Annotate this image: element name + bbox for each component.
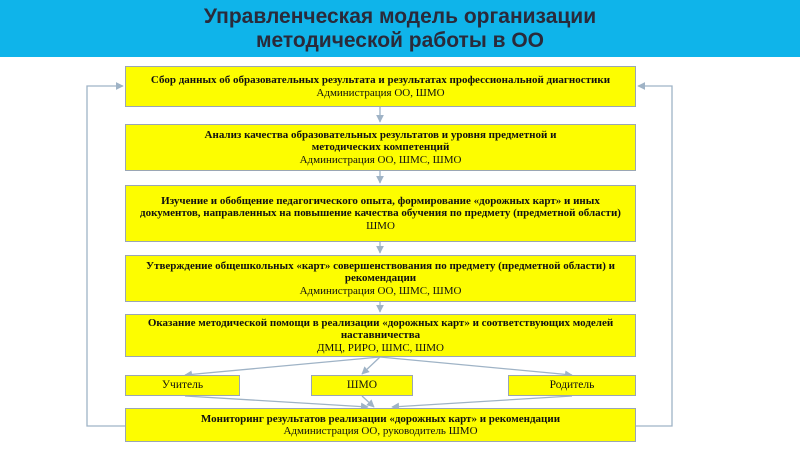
actor-shmo xyxy=(311,375,413,396)
step-responsible: Администрация ОО, ШМО xyxy=(316,86,445,99)
actor-label: ШМО xyxy=(346,379,378,392)
step-responsible: Администрация ОО, ШМС, ШМО xyxy=(299,284,462,297)
actor-teacher xyxy=(125,375,240,396)
step-responsible: Администрация ОО, руководитель ШМО xyxy=(283,425,478,437)
arrow-to-shmo xyxy=(362,357,380,374)
step-responsible: Администрация ОО, ШМС, ШМО xyxy=(299,153,462,166)
step-responsible: ШМО xyxy=(366,219,395,232)
step-methodical-help xyxy=(125,314,636,357)
step-title: Утверждение общешкольных «карт» совершенствования по предмету (предметной области) и рекомендации xyxy=(146,259,615,285)
title-line-2: методической работы в ОО xyxy=(255,28,545,52)
arrow-to-teacher xyxy=(185,357,380,375)
step-title: Сбор данных об образовательных результата и результатах профессиональной диагностики xyxy=(150,74,611,86)
arrow-teacher-monitoring xyxy=(185,396,368,407)
feedback-loop-left xyxy=(87,86,125,426)
step-title: Изучение и обобщение педагогического опыта, формирование «дорожных карт» и иных документов, направленных на повышение качества обучения по предмету (предметной области) xyxy=(140,194,621,220)
arrow-shmo-monitoring xyxy=(362,396,374,407)
step-title: Анализ качества образовательных результатов и уровня предметной и методических компетенций xyxy=(204,128,557,154)
step-responsible: ДМЦ, РИРО, ШМС, ШМО xyxy=(316,341,445,354)
step-data-collection xyxy=(125,66,636,107)
arrow-to-parent xyxy=(380,357,572,375)
step-title: Мониторинг результатов реализации «дорожных карт» и рекомендации xyxy=(200,412,561,425)
actor-parent xyxy=(508,375,636,396)
step-approval xyxy=(125,255,636,302)
step-experience-study xyxy=(125,185,636,242)
step-monitoring xyxy=(125,408,636,442)
actor-label: Родитель xyxy=(549,379,595,392)
title-line-1: Управленческая модель организации xyxy=(203,4,597,28)
feedback-loop-right xyxy=(635,86,672,426)
actor-label: Учитель xyxy=(161,379,204,392)
step-quality-analysis xyxy=(125,124,636,171)
step-title: Оказание методической помощи в реализации «дорожных карт» и соответствующих моделей наставничества xyxy=(147,316,614,342)
arrow-parent-monitoring xyxy=(392,396,572,407)
